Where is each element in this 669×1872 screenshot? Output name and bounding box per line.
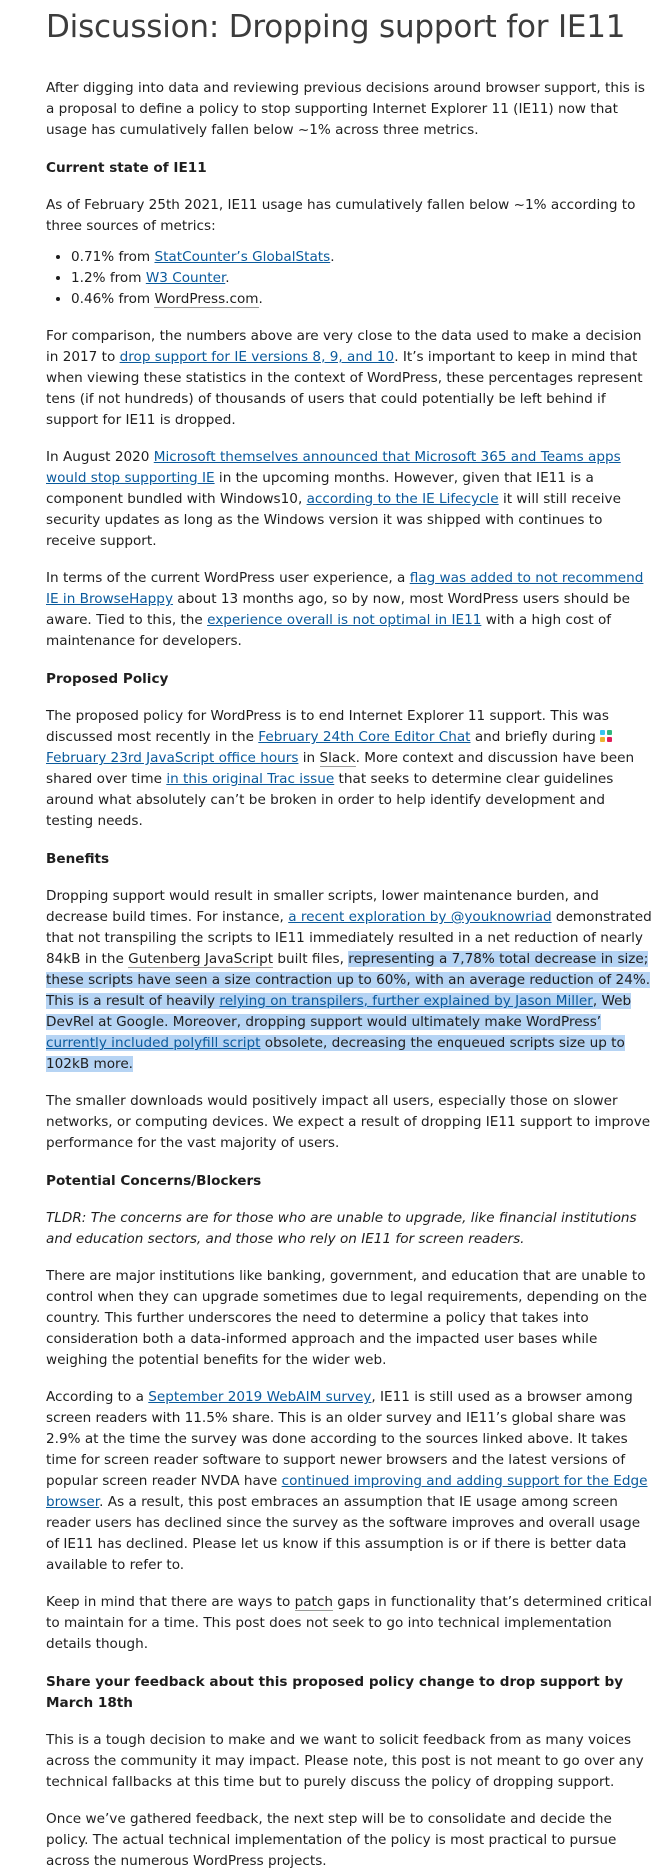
list-item-text: 1.2% from xyxy=(71,270,146,286)
tldr-text: TLDR: The concerns are for those who are unable to upgrade, like financial institutions and education sectors, and those who rely on IE11 for screen readers. xyxy=(46,1210,637,1247)
text-run: in xyxy=(298,750,320,766)
webaim-survey-link[interactable]: September 2019 WebAIM survey xyxy=(148,1389,372,1405)
text-run: . More context and discussion have been shared over time xyxy=(46,750,635,787)
text-run: and briefly during xyxy=(470,729,601,745)
core-editor-chat-link[interactable]: February 24th Core Editor Chat xyxy=(258,729,471,745)
w3counter-link[interactable]: W3 Counter xyxy=(145,270,226,286)
text-run: Keep in mind that there are ways to xyxy=(46,1594,295,1610)
section-heading-current-state: Current state of IE11 xyxy=(46,160,207,176)
list-item xyxy=(71,289,652,310)
statcounter-link[interactable]: StatCounter’s GlobalStats xyxy=(154,249,331,265)
text-run: built files, xyxy=(273,951,349,967)
transpilers-jason-miller-link[interactable]: relying on transpilers, further explained by Jason Miller xyxy=(219,993,593,1009)
gutenberg-javascript-term: Gutenberg JavaScript xyxy=(128,951,274,967)
text-run: demonstrated that not transpiling the scripts to IE11 immediately resulted in a net reduction of nearly 84kB in the xyxy=(46,909,652,967)
list-item-punct: . xyxy=(225,270,230,286)
text-run: , Web DevRel at Google. Moreover, dropping support would ultimately make WordPress’ xyxy=(46,993,632,1030)
list-item-text: 0.46% from xyxy=(71,291,155,307)
polyfill-script-link[interactable]: currently included polyfill script xyxy=(46,1035,261,1051)
article xyxy=(46,0,652,1872)
feedback-paragraph: This is a tough decision to make and we want to solicit feedback from as many voices across the community it may impact. Please note, this post is not meant to go over any technical fallbacks at this time but to purely discuss the policy of dropping support. xyxy=(46,1732,644,1790)
section-heading-feedback: Share your feedback about this proposed policy change to drop support by March 18th xyxy=(46,1674,624,1711)
text-run: with a high cost of maintenance for developers. xyxy=(46,612,612,649)
intro-paragraph: After digging into data and reviewing previous decisions around browser support, this is a proposal to define a policy to stop supporting Internet Explorer 11 (IE11) now that usage has cumulatively fallen below ~1% across three metrics. xyxy=(46,80,645,138)
benefits-downloads-paragraph: The smaller downloads would positively impact all users, especially those on slower networks, or computing devices. We expect a result of dropping IE11 support to improve performance for the vast majority of users. xyxy=(46,1093,651,1151)
slack-icon xyxy=(600,730,612,742)
next-steps-paragraph: Once we’ve gathered feedback, the next step will be to consolidate and decide the policy. The actual technical implementation of the policy is most practical to pursue across the numerous WordPress projects. xyxy=(46,1811,617,1869)
ie-lifecycle-link[interactable]: according to the IE Lifecycle xyxy=(306,491,499,507)
text-run: For comparison, the numbers above are very close to the data used to make a decision in 2017 to xyxy=(46,328,642,365)
text-run: obsolete, decreasing the enqueued scripts size up to 102kB more. xyxy=(46,1035,625,1072)
text-run: According to a xyxy=(46,1389,149,1405)
microsoft-announcement-link[interactable]: Microsoft themselves announced that Microsoft 365 and Teams apps would stop supporting IE xyxy=(46,449,621,486)
screen-readers-paragraph xyxy=(46,1387,652,1576)
text-run: . It’s important to keep in mind that when viewing these statistics in the context of WordPress, these percentages represent tens (if not hundreds) of thousands of users that could potentially be left behind if support for IE11 is dropped. xyxy=(46,349,643,428)
patch-term: patch xyxy=(294,1594,333,1610)
section-heading-concerns: Potential Concerns/Blockers xyxy=(46,1173,262,1189)
text-run: , IE11 is still used as a browser among screen readers with 11.5% share. This is an older survey and IE11’s global share was 2.9% at the time the survey was done according to the sources linked above. It takes time for screen reader software to support newer browsers and the latest versions of popular screen reader NVDA have xyxy=(46,1389,633,1489)
text-run: Dropping support would result in smaller scripts, lower maintenance burden, and decrease build times. For instance, xyxy=(46,888,599,925)
text-run: representing a 7,78% total decrease in size; these scripts have seen a size contraction up to 60%, with an average reduction of 24%. This is a result of heavily xyxy=(46,951,651,1009)
drop-ie-8-9-10-link[interactable]: drop support for IE versions 8, 9, and 10 xyxy=(119,349,395,365)
list-item xyxy=(71,247,652,268)
selected-text xyxy=(46,951,650,1072)
text-run: In August 2020 xyxy=(46,449,154,465)
comparison-paragraph xyxy=(46,326,652,431)
javascript-office-hours-link[interactable]: February 23rd JavaScript office hours xyxy=(46,750,299,766)
text-run: . As a result, this post embraces an assumption that IE usage among screen reader users has declined since the survey as the software improves and overall usage of IE11 has declined. Please let us know if this assumption is or if there is better data available to refer to. xyxy=(46,1494,641,1573)
text-run: about 13 months ago, so by now, most WordPress users should be aware. Tied to this, the xyxy=(46,591,631,628)
trac-issue-link[interactable]: in this original Trac issue xyxy=(166,771,335,787)
list-item-punct: . xyxy=(330,249,335,265)
patch-paragraph xyxy=(46,1592,652,1655)
user-experience-paragraph xyxy=(46,568,652,652)
text-run: that seeks to determine clear guidelines around what absolutely can’t be broken in order to help identify development and testing needs. xyxy=(46,771,614,829)
experience-not-optimal-link[interactable]: experience overall is not optimal in IE11 xyxy=(207,612,482,628)
list-item xyxy=(71,268,652,289)
section-heading-proposed-policy: Proposed Policy xyxy=(46,671,169,687)
wordpress-com-term: WordPress.com xyxy=(154,291,259,307)
page-title: Discussion: Dropping support for IE11 xyxy=(46,9,626,45)
slack-term: Slack xyxy=(319,750,356,766)
text-run: it will still receive security updates as long as the Windows version it was shipped with continues to receive support. xyxy=(46,491,621,549)
benefits-paragraph xyxy=(46,886,652,1075)
edge-support-link[interactable]: continued improving and adding support for the Edge browser xyxy=(46,1473,648,1510)
current-state-paragraph: As of February 25th 2021, IE11 usage has cumulatively fallen below ~1% according to three sources of metrics: xyxy=(46,197,636,234)
tldr-paragraph xyxy=(46,1208,652,1250)
youknowriad-exploration-link[interactable]: a recent exploration by @youknowriad xyxy=(288,909,552,925)
text-run: gaps in functionality that’s determined critical to maintain for a time. This post does not seek to go into technical implementation details though. xyxy=(46,1594,652,1652)
list-item-text: 0.71% from xyxy=(71,249,155,265)
browsehappy-flag-link[interactable]: flag was added to not recommend IE in BrowseHappy xyxy=(46,570,644,607)
microsoft-paragraph xyxy=(46,447,652,552)
proposed-policy-paragraph xyxy=(46,706,652,832)
text-run: In terms of the current WordPress user experience, a xyxy=(46,570,410,586)
metrics-list xyxy=(46,247,652,310)
list-item-punct: . xyxy=(258,291,263,307)
text-run: in the upcoming months. However, given that IE11 is a component bundled with Windows10, xyxy=(46,470,594,507)
section-heading-benefits: Benefits xyxy=(46,851,110,867)
text-run: The proposed policy for WordPress is to end Internet Explorer 11 support. This was discussed most recently in the xyxy=(46,708,609,745)
institutions-paragraph: There are major institutions like banking, government, and education that are unable to control when they can upgrade sometimes due to legal requirements, depending on the country. This further underscores the need to determine a policy that takes into consideration both a data-informed approach and the impacted user bases while weighing the potential benefits for the wider web. xyxy=(46,1268,647,1368)
